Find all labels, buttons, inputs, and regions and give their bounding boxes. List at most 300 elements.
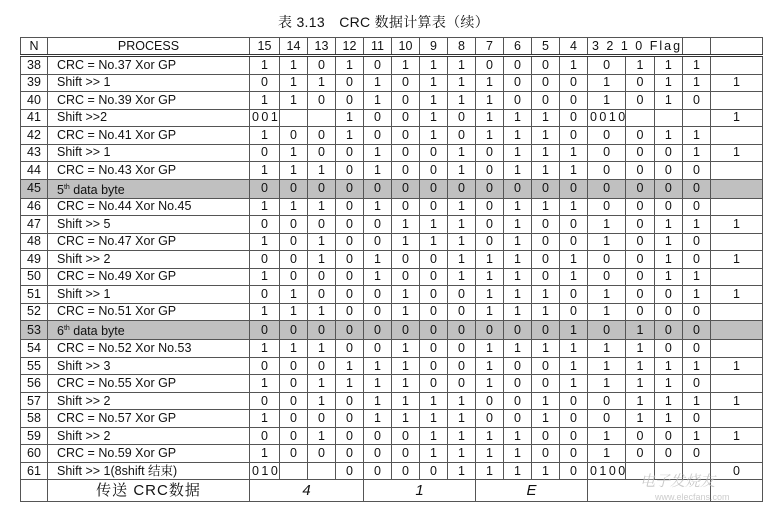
bit-cell: 1 [683, 427, 711, 445]
bit-cell: 0 [448, 340, 476, 358]
bit-cell: 1 [683, 357, 711, 375]
bit-cell: 1 [626, 340, 654, 358]
row-number: 46 [21, 198, 48, 216]
bit-cell: 1 [420, 445, 448, 463]
bit-cell: 0 [532, 357, 560, 375]
bit-cell: 0 [476, 198, 504, 216]
bit-cell: 0 [683, 303, 711, 321]
bit-cell: 0 [280, 216, 308, 234]
bit-cell: 1 [504, 198, 532, 216]
row-process: CRC = No.51 Xor GP [48, 303, 250, 321]
bit-cell: 0 [683, 410, 711, 428]
bit-cell: 1 [504, 109, 532, 127]
bit-cell: 0 [626, 216, 654, 234]
bit-cell: 1 [364, 92, 392, 110]
bit-cell: 1 [250, 410, 280, 428]
bit-cell: 0 [560, 410, 588, 428]
bit-cell: 0 [504, 357, 532, 375]
bit-cell: 1 [448, 392, 476, 410]
crc-nibble: 4 [250, 480, 364, 502]
bit-cell: 0 [420, 286, 448, 304]
bit-cell: 0 [532, 375, 560, 393]
bit-cell: 0 [532, 268, 560, 286]
bit-cell: 0 [532, 233, 560, 251]
table-title: 表 3.13 CRC 数据计算表（续） [277, 14, 490, 30]
bit-cell: 0 [448, 357, 476, 375]
bit-cell: 0 [626, 179, 654, 198]
bit-cell: 0 [364, 286, 392, 304]
table-row [21, 392, 763, 410]
row-process: Shift >> 5 [48, 216, 250, 234]
table-row [21, 198, 763, 216]
bit-cell: 1 [364, 162, 392, 180]
bit-cell: 0 [336, 144, 364, 162]
bit-cell: 0 [308, 286, 336, 304]
bit-cell: 1 [588, 427, 626, 445]
bit-cell: 0 [308, 144, 336, 162]
bit-cell: 0 [560, 92, 588, 110]
bit-cell: 0 [448, 321, 476, 340]
bit-cell [280, 109, 308, 127]
bit-cell: 0 [250, 286, 280, 304]
bit-cell: 1 [364, 410, 392, 428]
bit-cell: 1 [504, 427, 532, 445]
bit-cell: 1 [476, 427, 504, 445]
bit-cell: 1 [336, 127, 364, 145]
table-row [21, 179, 763, 198]
bit-cell [280, 462, 308, 480]
bit-cell: 1 [532, 144, 560, 162]
bit-cell: 1 [392, 216, 420, 234]
bit-cell: 0 [560, 286, 588, 304]
table-row [21, 375, 763, 393]
bit-cell: 0 [504, 56, 532, 75]
bit-cell: 1 [654, 375, 682, 393]
bit-cell: 0 [280, 410, 308, 428]
bit-cell: 1 [683, 216, 711, 234]
bit-cell: 0 [448, 286, 476, 304]
bit-cell: 1 [392, 392, 420, 410]
bit-cell: 0 [250, 321, 280, 340]
ordinal-suffix: th [63, 325, 70, 333]
bit-cell: 1 [560, 144, 588, 162]
bit-cell: 1 [683, 286, 711, 304]
bit-cell: 0 [504, 375, 532, 393]
table-row [21, 127, 763, 145]
row-number: 38 [21, 56, 48, 75]
bit-cell: 0 [532, 427, 560, 445]
bit-cell: 0 [392, 109, 420, 127]
row-process: CRC = No.43 Xor GP [48, 162, 250, 180]
bit-cell: 0 [560, 303, 588, 321]
bit-cell: 1 [420, 92, 448, 110]
bit-cell: 0 [476, 216, 504, 234]
bit-cell: 1 [448, 233, 476, 251]
bit-cell: 1 [476, 127, 504, 145]
flag-cell [711, 340, 763, 358]
bit-cell: 1 [560, 375, 588, 393]
bit-cell: 1 [532, 410, 560, 428]
flag-cell [711, 92, 763, 110]
table-row [21, 427, 763, 445]
bit-cell: 1 [364, 357, 392, 375]
bit-cell: 1 [392, 303, 420, 321]
bit-cell: 1 [626, 410, 654, 428]
header-bit: 15 [250, 38, 280, 56]
bit-cell: 0 [250, 179, 280, 198]
bit-cell: 1 [588, 74, 626, 92]
bit-cell: 0 [504, 321, 532, 340]
row-number: 49 [21, 251, 48, 269]
bit-cell: 0 [626, 303, 654, 321]
bit-cell: 0 [654, 162, 682, 180]
bit-cell: 0 [560, 109, 588, 127]
bit-cell: 0 [626, 233, 654, 251]
bit-cell: 0 [560, 179, 588, 198]
flag-cell [711, 162, 763, 180]
bit-cell: 1 [504, 144, 532, 162]
flag-cell: 1 [711, 392, 763, 410]
bit-cell: 1 [654, 410, 682, 428]
bit-cell: 1 [308, 303, 336, 321]
bit-cell: 0 [560, 233, 588, 251]
bit-cell: 1 [392, 357, 420, 375]
bit-cell: 0 [588, 321, 626, 340]
bit-cell: 1 [280, 303, 308, 321]
bit-cell: 1 [308, 162, 336, 180]
row-process: Shift >> 1 [48, 74, 250, 92]
bit-cell: 0 [476, 410, 504, 428]
bit-cell: 1 [626, 375, 654, 393]
bit-cell: 0 [280, 268, 308, 286]
bit-cell: 1 [420, 109, 448, 127]
bit-cell: 0 [336, 251, 364, 269]
bit-cell: 1 [504, 462, 532, 480]
bit-cell: 1 [504, 233, 532, 251]
bit-cell: 1 [280, 340, 308, 358]
bit-cell: 1 [504, 268, 532, 286]
bit-cell: 1 [308, 233, 336, 251]
bit-cell: 0 [336, 198, 364, 216]
bit-cell: 0 [626, 251, 654, 269]
row-number: 50 [21, 268, 48, 286]
table-row [21, 56, 763, 75]
bit-cell: 0 [336, 92, 364, 110]
bit-cell: 1 [420, 74, 448, 92]
header-bit: 7 [476, 38, 504, 56]
bit-cell: 0 [560, 74, 588, 92]
bit-cell: 0 1 0 [250, 462, 280, 480]
bit-cell: 1 [588, 357, 626, 375]
flag-cell [711, 56, 763, 75]
bit-cell: 1 [476, 303, 504, 321]
header-bit: 8 [448, 38, 476, 56]
bit-cell: 1 [654, 216, 682, 234]
bit-cell: 0 [654, 286, 682, 304]
bit-cell: 0 [683, 198, 711, 216]
bit-cell: 1 [654, 392, 682, 410]
bit-cell: 1 [308, 74, 336, 92]
bit-cell: 0 [364, 233, 392, 251]
footer-label: 传送 CRC数据 [48, 480, 250, 502]
bit-cell: 0 [364, 340, 392, 358]
bit-cell: 0 [532, 74, 560, 92]
bit-cell: 1 [626, 56, 654, 75]
bit-cell: 1 [280, 198, 308, 216]
bit-cell: 0 [308, 410, 336, 428]
bit-cell: 0 [392, 427, 420, 445]
bit-cell: 1 [308, 427, 336, 445]
bit-cell: 1 [420, 410, 448, 428]
row-process: CRC = No.41 Xor GP [48, 127, 250, 145]
bit-cell: 0 [588, 144, 626, 162]
bit-cell: 0 [308, 216, 336, 234]
bit-cell: 1 [532, 162, 560, 180]
row-number: 60 [21, 445, 48, 463]
bit-cell: 0 [364, 321, 392, 340]
bit-cell: 0 [626, 198, 654, 216]
table-row [21, 286, 763, 304]
bit-cell: 1 [683, 392, 711, 410]
bit-cell: 0 [280, 251, 308, 269]
flag-cell [711, 410, 763, 428]
bit-cell: 1 [654, 357, 682, 375]
flag-cell [711, 303, 763, 321]
ordinal-suffix: th [63, 183, 70, 191]
bit-cell: 0 [588, 410, 626, 428]
flag-cell [711, 198, 763, 216]
header-bit: 9 [420, 38, 448, 56]
bit-cell: 0 [448, 109, 476, 127]
bit-cell: 0 [280, 375, 308, 393]
bit-cell: 0 [364, 179, 392, 198]
header-bits-3-0-flag: 3 2 1 0 Flag [588, 38, 683, 56]
bit-cell: 1 [654, 251, 682, 269]
bit-cell: 1 [476, 375, 504, 393]
bit-cell: 0 [504, 410, 532, 428]
bit-cell: 0 [532, 251, 560, 269]
bit-cell: 0 [336, 268, 364, 286]
bit-cell: 0 [364, 56, 392, 75]
bit-cell: 0 [532, 216, 560, 234]
flag-cell [711, 445, 763, 463]
bit-cell: 1 [392, 233, 420, 251]
table-row [21, 162, 763, 180]
bit-cell: 0 [654, 179, 682, 198]
bit-cell: 0 [654, 303, 682, 321]
row-number: 43 [21, 144, 48, 162]
bit-cell: 0 [364, 303, 392, 321]
row-number: 55 [21, 357, 48, 375]
bit-cell: 0 [250, 74, 280, 92]
bit-cell: 1 [392, 286, 420, 304]
bit-cell: 1 [250, 162, 280, 180]
bit-cell: 1 [588, 340, 626, 358]
table-row [21, 357, 763, 375]
table-header-row [21, 38, 763, 56]
bit-cell: 1 [250, 445, 280, 463]
bit-cell: 0 [683, 179, 711, 198]
bit-cell: 0 [626, 127, 654, 145]
row-process: CRC = No.57 Xor GP [48, 410, 250, 428]
bit-cell: 0 [336, 340, 364, 358]
header-bit: 13 [308, 38, 336, 56]
bit-cell: 0 [420, 357, 448, 375]
table-row [21, 144, 763, 162]
bit-cell: 0 [683, 321, 711, 340]
row-number: 40 [21, 92, 48, 110]
bit-cell: 1 [532, 392, 560, 410]
bit-cell: 0 [420, 179, 448, 198]
bit-cell: 1 [280, 56, 308, 75]
bit-cell: 0 [308, 127, 336, 145]
bit-cell: 1 [448, 251, 476, 269]
flag-cell: 1 [711, 286, 763, 304]
table-row [21, 233, 763, 251]
bit-cell: 1 [420, 233, 448, 251]
crc-calculation-table [20, 37, 763, 502]
bit-cell: 0 [560, 127, 588, 145]
header-empty [683, 38, 711, 56]
bit-cell: 1 [392, 56, 420, 75]
bit-cell: 1 [364, 392, 392, 410]
bit-cell: 1 [448, 445, 476, 463]
bit-cell: 0 [476, 162, 504, 180]
bit-cell: 1 [336, 109, 364, 127]
bit-cell: 0 [504, 92, 532, 110]
bit-cell: 0 [336, 233, 364, 251]
bit-cell: 0 [626, 162, 654, 180]
flag-cell [711, 268, 763, 286]
bit-cell: 1 [504, 445, 532, 463]
row-number: 39 [21, 74, 48, 92]
bit-cell: 1 [448, 216, 476, 234]
row-number: 45 [21, 179, 48, 198]
bit-cell: 0 [683, 162, 711, 180]
bit-cell: 1 [588, 216, 626, 234]
bit-cell: 1 [420, 56, 448, 75]
bit-cell: 0 [504, 74, 532, 92]
flag-cell: 1 [711, 216, 763, 234]
row-process: CRC = No.47 Xor GP [48, 233, 250, 251]
bit-cell: 0 [476, 144, 504, 162]
bit-cell: 1 [504, 286, 532, 304]
bit-cell: 1 [448, 162, 476, 180]
bit-cell: 0 [364, 427, 392, 445]
flag-cell: 1 [711, 109, 763, 127]
table-row [21, 340, 763, 358]
bit-cell: 0 [336, 303, 364, 321]
flag-cell: 1 [711, 427, 763, 445]
bit-cell: 1 [532, 303, 560, 321]
bit-cell: 0 [308, 445, 336, 463]
bit-cell: 0 [280, 179, 308, 198]
bit-cell: 1 [560, 251, 588, 269]
bit-cell: 0 [336, 321, 364, 340]
row-number: 47 [21, 216, 48, 234]
header-bit: 5 [532, 38, 560, 56]
bit-cell: 1 [280, 162, 308, 180]
row-number: 41 [21, 109, 48, 127]
row-process: 5th data byte [48, 179, 250, 198]
bit-cell: 0 [420, 340, 448, 358]
bit-cell: 1 [250, 92, 280, 110]
bit-cell: 0 [683, 375, 711, 393]
bit-cell: 0 [392, 162, 420, 180]
bit-cell: 0 [280, 321, 308, 340]
bit-cell: 0 [626, 427, 654, 445]
table-row [21, 303, 763, 321]
bit-cell: 0 [420, 251, 448, 269]
bit-cell [683, 109, 711, 127]
flag-cell: 1 [711, 357, 763, 375]
bit-cell: 0 [336, 445, 364, 463]
bit-cell: 1 [476, 251, 504, 269]
bit-cell: 0 [308, 56, 336, 75]
bit-cell: 1 [280, 74, 308, 92]
bit-cell: 0 [280, 233, 308, 251]
bit-cell: 1 [250, 340, 280, 358]
bit-cell: 1 [588, 233, 626, 251]
bit-cell: 1 [626, 392, 654, 410]
bit-cell: 1 [364, 198, 392, 216]
bit-cell: 0 [364, 445, 392, 463]
bit-cell: 0 [532, 92, 560, 110]
bit-cell: 1 [308, 375, 336, 393]
bit-cell: 1 [448, 198, 476, 216]
bit-cell: 0 [420, 375, 448, 393]
flag-cell [711, 179, 763, 198]
bit-cell: 0 [336, 74, 364, 92]
table-row [21, 268, 763, 286]
bit-cell: 0 [308, 179, 336, 198]
row-number: 57 [21, 392, 48, 410]
bit-cell: 0 [336, 462, 364, 480]
bit-cell: 0 [588, 251, 626, 269]
bit-cell: 0 [250, 144, 280, 162]
bit-cell: 0 [654, 427, 682, 445]
bit-cell: 0 [392, 127, 420, 145]
row-number: 61 [21, 462, 48, 480]
bit-cell: 1 [476, 92, 504, 110]
bit-cell: 1 [250, 268, 280, 286]
row-process: Shift >> 2 [48, 251, 250, 269]
bit-cell: 1 [560, 162, 588, 180]
header-bit: 6 [504, 38, 532, 56]
bit-cell: 1 [476, 74, 504, 92]
bit-cell: 1 [448, 427, 476, 445]
row-number: 59 [21, 427, 48, 445]
row-number: 44 [21, 162, 48, 180]
bit-cell: 1 [336, 357, 364, 375]
bit-cell: 1 [560, 357, 588, 375]
bit-cell: 0 [420, 198, 448, 216]
row-process: CRC = No.39 Xor GP [48, 92, 250, 110]
header-empty [711, 38, 763, 56]
bit-cell: 1 [504, 162, 532, 180]
bit-cell: 1 [448, 92, 476, 110]
bit-cell: 1 [448, 462, 476, 480]
bit-cell [654, 109, 682, 127]
bit-cell: 0 [250, 251, 280, 269]
bit-cell: 1 [448, 74, 476, 92]
row-process: CRC = No.49 Xor GP [48, 268, 250, 286]
row-process: 6th data byte [48, 321, 250, 340]
bit-cell: 1 [588, 92, 626, 110]
row-process: Shift >> 1(8shift 结束) [48, 462, 250, 480]
table-row [21, 74, 763, 92]
bit-cell: 0 [476, 392, 504, 410]
